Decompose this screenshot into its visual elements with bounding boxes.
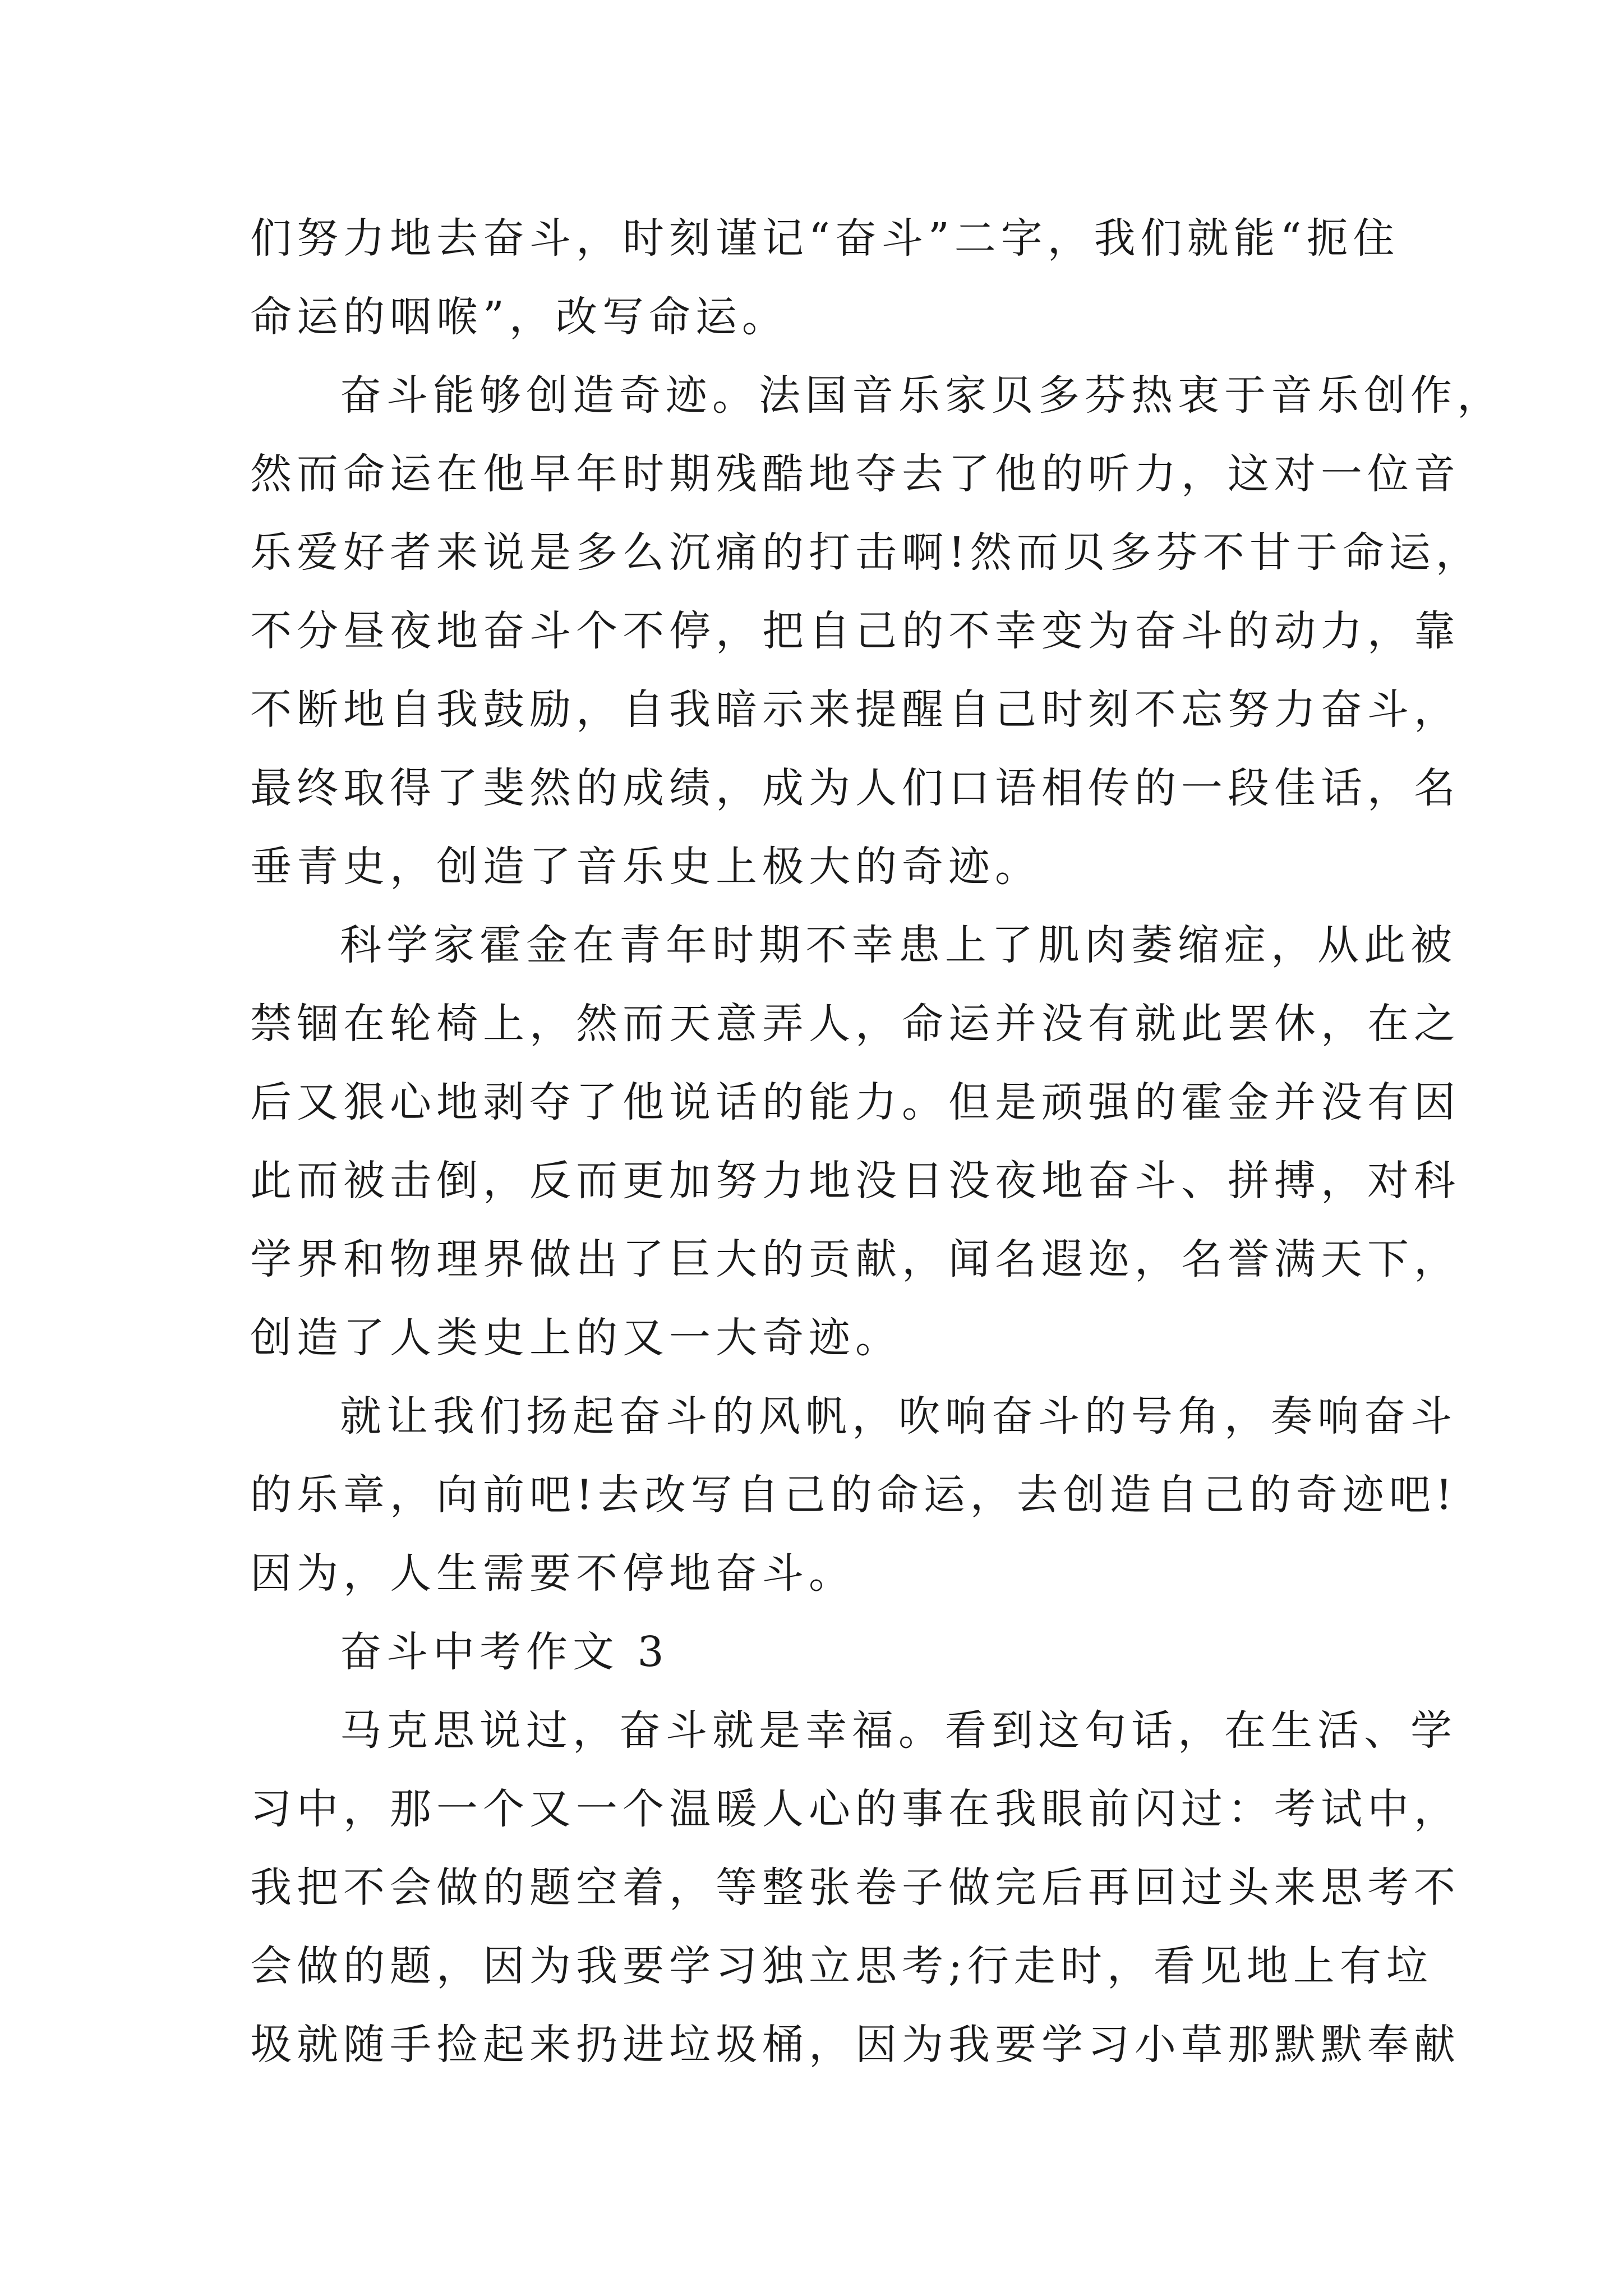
paragraph-start-line: 马克思说过，奋斗就是幸福。看到这句话，在生活、学 (340, 1706, 1457, 1755)
text-line: 们努力地去奋斗，时刻谨记“奋斗”二字，我们就能“扼住 (250, 214, 1400, 263)
text-line: 最终取得了斐然的成绩，成为人们口语相传的一段佳话，名 (250, 764, 1460, 812)
text-line: 学界和物理界做出了巨大的贡献，闻名遐迩，名誉满天下， (250, 1235, 1460, 1283)
text-line: 因为，人生需要不停地奋斗。 (250, 1549, 855, 1598)
text-line: 的乐章，向前吧!去改写自己的命运，去创造自己的奇迹吧! (250, 1471, 1458, 1519)
section-heading: 奋斗中考作文 3 (340, 1628, 669, 1676)
text-line: 然而命运在他早年时期残酷地夺去了他的听力，这对一位音 (250, 450, 1460, 498)
paragraph-start-line: 科学家霍金在青年时期不幸患上了肌肉萎缩症，从此被 (340, 921, 1457, 969)
text-line: 习中，那一个又一个温暖人心的事在我眼前闪过：考试中， (250, 1785, 1460, 1833)
text-line: 不断地自我鼓励，自我暗示来提醒自己时刻不忘努力奋斗， (250, 685, 1460, 734)
paragraph-start-line: 奋斗能够创造奇迹。法国音乐家贝多芬热衷于音乐创作， (340, 371, 1504, 420)
text-line: 后又狠心地剥夺了他说话的能力。但是顽强的霍金并没有因 (250, 1078, 1460, 1126)
text-line: 不分昼夜地奋斗个不停，把自己的不幸变为奋斗的动力，靠 (250, 607, 1460, 655)
text-line: 我把不会做的题空着，等整张卷子做完后再回过头来思考不 (250, 1864, 1460, 1912)
text-line: 命运的咽喉”，改写命运。 (250, 293, 789, 341)
body-text (250, 199, 1504, 2084)
text-line: 圾就随手捡起来扔进垃圾桶，因为我要学习小草那默默奉献 (250, 2021, 1460, 2069)
paragraph-start-line: 就让我们扬起奋斗的风帆，吹响奋斗的号角，奏响奋斗 (340, 1392, 1457, 1441)
text-line: 创造了人类史上的又一大奇迹。 (250, 1314, 902, 1362)
text-line: 此而被击倒，反而更加努力地没日没夜地奋斗、拼搏，对科 (250, 1157, 1460, 1205)
text-line: 会做的题，因为我要学习独立思考;行走时，看见地上有垃 (250, 1942, 1433, 1990)
text-line: 禁锢在轮椅上，然而天意弄人，命运并没有就此罢休，在之 (250, 1000, 1460, 1048)
text-line: 乐爱好者来说是多么沉痛的打击啊!然而贝多芬不甘于命运， (250, 528, 1482, 577)
text-line: 垂青史，创造了音乐史上极大的奇迹。 (250, 843, 1041, 891)
